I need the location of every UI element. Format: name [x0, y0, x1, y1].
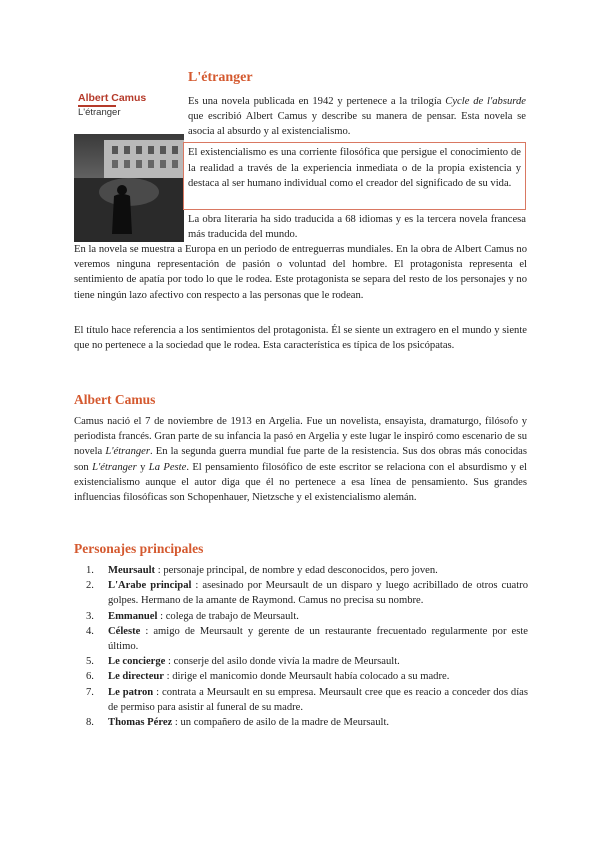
- character-name: Thomas Pérez: [108, 717, 173, 729]
- bio-text-1: Camus nació el 7 de noviembre de 1913 en Argelia. Fue un novelista, ensayista, dramaturgo, filósofo y periodista francés. Gran parte de su infancia la pasó en Argelia y este lugar le inspiró como escenario de su novela: [74, 416, 527, 458]
- author-heading: Albert Camus: [74, 392, 156, 407]
- work-title-3: La Peste: [148, 461, 187, 473]
- character-name: L'Arabe principal: [108, 580, 192, 592]
- character-name: Emmanuel: [108, 610, 158, 622]
- character-name: Le concierge: [108, 656, 166, 668]
- list-item: [86, 624, 528, 654]
- bio-text-4: . El pensamiento filosófico de este escritor se relaciona con el absurdismo y el existencialismo aunque el autor diga que él no pertenece a esa línea de pensamiento. Sus grandes influencias filosóficas son Schopenhauer, Nietzsche y el existencialismo alemán.: [74, 461, 527, 504]
- list-number: 7.: [86, 686, 94, 698]
- list-item: [86, 685, 528, 715]
- character-name: Le directeur: [108, 671, 164, 683]
- bio-text-2: . En la segunda guerra mundial fue parte de la resistencia. Sus dos obras más conocidas son: [74, 446, 528, 473]
- cover-photo: [74, 134, 184, 242]
- work-title-2: L'étranger: [92, 461, 137, 473]
- character-description: : asesinado por Meursault de un disparo y luego acribillado de otros cuatro golpes. Hermano de la amante de Raymond. Camus no precisa su nombre.: [108, 580, 529, 607]
- list-number: 5.: [86, 656, 94, 668]
- context-paragraph: En la novela se muestra a Europa en un periodo de entreguerras mundiales. En la obra de Albert Camus no veremos ninguna representación de pasión o voluntad del hombre. El protagonista representa el sentimiento de apatía por todo lo que le rodea. Este protagonista se separa del resto de los personajes y no tiene ningún lazo afectivo con respecto a las personas que le rodean.: [74, 244, 527, 301]
- list-item: [86, 654, 528, 669]
- book-cover: [74, 92, 184, 242]
- work-title-1: L'étranger: [105, 446, 150, 458]
- list-number: 6.: [86, 671, 94, 683]
- characters-list: [86, 563, 528, 730]
- title-meaning-paragraph: El título hace referencia a los sentimientos del protagonista. Él se siente un extragero en el mundo y siente que no pertenece a la sociedad que le rodea. Esta característica es típica de los psicópatas.: [74, 325, 527, 352]
- list-number: 4.: [86, 625, 94, 637]
- list-item: [86, 578, 528, 608]
- character-description: : colega de trabajo de Meursault.: [157, 610, 299, 622]
- character-description: : contrata a Meursault en su empresa. Meursault cree que es reacio a conceder dos días de permiso para asistir al funeral de su madre.: [108, 686, 528, 713]
- list-number: 2.: [86, 580, 94, 592]
- bio-text-3: y: [136, 461, 149, 473]
- list-number: 8.: [86, 717, 94, 729]
- list-number: 3.: [86, 610, 94, 622]
- list-item: [86, 563, 528, 578]
- character-name: Meursault: [108, 565, 156, 576]
- author-bio-paragraph: [74, 414, 527, 505]
- existentialism-definition-box: [183, 142, 526, 210]
- character-name: Céleste: [108, 625, 141, 637]
- characters-heading: Personajes principales: [74, 541, 204, 556]
- definition-text: El existencialismo es una corriente filosófica que persigue el conocimiento de la realidad a través de la experiencia inmediata o de la propia existencia y destaca al ser humano individual como el creador del significado de su vida.: [188, 147, 521, 190]
- list-item: [86, 609, 528, 624]
- character-description: : conserje del asilo donde vivía la madre de Meursault.: [165, 656, 400, 668]
- translation-paragraph: La obra literaria ha sido traducida a 68 idiomas y es la tercera novela francesa más traducida del mundo.: [188, 214, 526, 241]
- character-description: : un compañero de asilo de la madre de Meursault.: [172, 717, 390, 729]
- character-description: : dirige el manicomio donde Meursault había colocado a su madre.: [164, 671, 450, 683]
- list-item: [86, 715, 528, 730]
- intro-text-1: Es una novela publicada en 1942 y pertenece a la trilogía: [188, 96, 446, 107]
- list-number: 1.: [86, 565, 94, 576]
- character-description: : personaje principal, de nombre y edad desconocidos, pero joven.: [155, 565, 438, 576]
- trilogy-name: Cycle de l'absurde: [445, 96, 526, 107]
- intro-paragraph: [188, 94, 526, 140]
- book-title: L'étranger: [188, 70, 253, 85]
- cover-title: L'étranger: [78, 107, 121, 118]
- intro-text-2: que escribió Albert Camus y describe su manera de pensar. Esta novela se asocia al absurdo y al existencialismo.: [188, 111, 526, 138]
- list-item: [86, 669, 528, 684]
- character-description: : amigo de Meursault y gerente de un restaurante frecuentado regularmente por este último.: [108, 625, 528, 653]
- character-name: Le patron: [108, 686, 154, 698]
- cover-author: Albert Camus: [78, 92, 147, 104]
